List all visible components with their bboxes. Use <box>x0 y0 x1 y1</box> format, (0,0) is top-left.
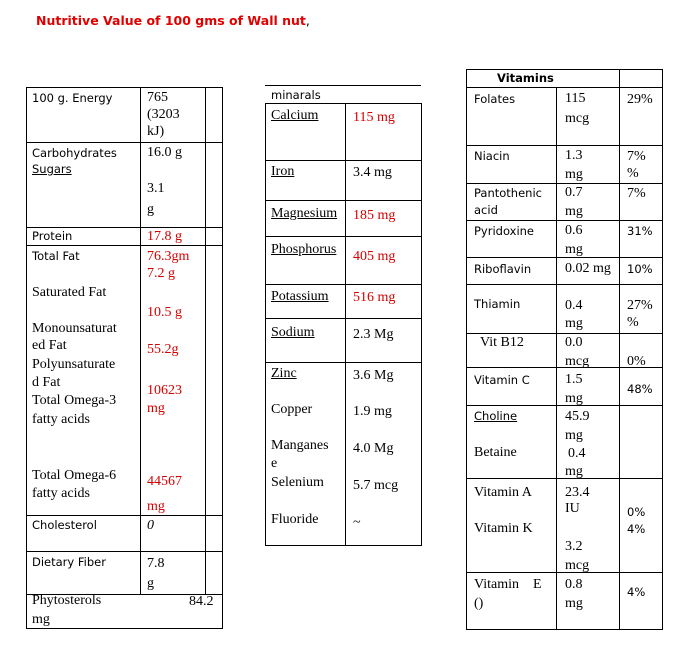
energy-label: 100 g. Energy <box>32 91 113 105</box>
pantothenic-name-line2: acid <box>474 203 498 217</box>
saturated-fat-value: 10.5 g <box>147 305 182 320</box>
choline-value-line1: 45.9 <box>565 409 590 424</box>
total-fat-value-line1: 76.3gm <box>147 249 190 264</box>
pantothenic-value-line2: mg <box>565 204 583 219</box>
vitamin-a-value-line1: 23.4 <box>565 485 590 500</box>
saturated-fat-label: Saturated Fat <box>32 285 107 300</box>
energy-value-line3: kJ) <box>147 124 165 139</box>
vitamin-c-name: Vitamin C <box>474 373 530 387</box>
energy-value-line1: 765 <box>147 90 168 105</box>
mineral-name-magnesium: Magnesium <box>271 206 338 221</box>
vitamin-c-value-line2: mg <box>565 391 583 406</box>
dietary-fiber-label: Dietary Fiber <box>32 555 106 569</box>
choline-value-line2: mg <box>565 428 583 443</box>
mineral-name-calcium: Calcium <box>271 108 319 123</box>
mineral-value-calcium: 115 mg <box>353 110 395 125</box>
cholesterol-value: 0 <box>147 518 154 533</box>
omega3-value-line1: 10623 <box>147 383 182 398</box>
vitamin-e-value-line1: 0.8 <box>565 577 583 592</box>
vitamins-header: Vitamins <box>497 71 554 85</box>
mineral-value-manganese: 4.0 Mg <box>353 441 394 456</box>
pantothenic-name-line1: Pantothenic <box>474 186 542 200</box>
vitamin-k-percent: 4% <box>627 522 646 536</box>
row-divider <box>26 515 223 516</box>
vitamin-k-value-line2: mcg <box>565 558 590 573</box>
polyunsaturated-fat-label-line2: d Fat <box>32 375 61 390</box>
vitamin-k-value-line1: 3.2 <box>565 539 583 554</box>
vitamin-b12-name: Vit B12 <box>480 335 524 350</box>
thiamin-percent-line1: 27% <box>627 298 653 313</box>
energy-value-line2: (3203 <box>147 107 180 122</box>
column-divider <box>140 87 141 595</box>
mineral-value-iron: 3.4 mg <box>353 165 392 180</box>
cholesterol-label: Cholesterol <box>32 518 97 532</box>
mineral-value-sodium: 2.3 Mg <box>353 327 394 342</box>
mineral-name-potassium: Potassium <box>271 289 329 304</box>
niacin-percent-line2: % <box>627 166 639 181</box>
betaine-name: Betaine <box>474 445 517 460</box>
polyunsaturated-fat-label-line1: Polyunsaturate <box>32 357 116 372</box>
betaine-value-line2: mg <box>565 464 583 479</box>
mineral-value-phosphorus: 405 mg <box>353 249 396 264</box>
omega3-value-line2: mg <box>147 401 165 416</box>
carbohydrates-value: 16.0 g <box>147 145 182 160</box>
vitamin-a-value-line2: IU <box>565 501 580 516</box>
thiamin-name: Thiamin <box>474 297 521 311</box>
protein-value: 17.8 g <box>147 229 182 244</box>
mineral-value-copper: 1.9 mg <box>353 404 392 419</box>
row-divider <box>265 362 422 363</box>
vitamin-b12-value-line1: 0.0 <box>565 335 583 350</box>
mineral-name-selenium: Selenium <box>271 475 324 490</box>
betaine-value-line1: 0.4 <box>568 446 586 461</box>
folates-percent: 29% <box>627 92 653 107</box>
row-divider <box>466 87 663 88</box>
omega3-label-line2: fatty acids <box>32 412 90 427</box>
vitamin-b12-percent: 0% <box>627 354 646 369</box>
sugars-value-line1: 3.1 <box>147 181 165 196</box>
niacin-value-line1: 1.3 <box>565 148 583 163</box>
page-title: Nutritive Value of 100 gms of Wall nut, <box>36 13 310 28</box>
sugars-value-line2: g <box>147 202 154 217</box>
row-divider <box>26 551 223 552</box>
mineral-value-magnesium: 185 mg <box>353 208 396 223</box>
protein-label: Protein <box>32 229 73 243</box>
monounsaturated-fat-value: 55.2g <box>147 342 179 357</box>
pantothenic-value-line1: 0.7 <box>565 185 583 200</box>
mineral-name-phosphorus: Phosphorus <box>271 242 337 257</box>
omega6-value-line2: mg <box>147 499 165 514</box>
dietary-fiber-value-line2: g <box>147 576 154 591</box>
niacin-percent-line1: 7% <box>627 149 646 164</box>
pyridoxine-value-line2: mg <box>565 242 583 257</box>
vitamin-e-name-line2: () <box>474 596 484 611</box>
choline-name: Choline <box>474 409 518 423</box>
mineral-name-manganese-line2: e <box>271 456 278 471</box>
vitamin-c-percent: 48% <box>627 382 653 396</box>
folates-value-line2: mcg <box>565 111 590 126</box>
pyridoxine-name: Pyridoxine <box>474 224 535 238</box>
riboflavin-value: 0.02 mg <box>565 261 611 276</box>
row-divider <box>466 284 663 285</box>
vitamin-e-name-line1: Vitamin E <box>474 577 542 592</box>
niacin-name: Niacin <box>474 149 510 163</box>
pantothenic-percent: 7% <box>627 186 646 201</box>
vitamin-k-name: Vitamin K <box>474 521 533 536</box>
vitamin-a-name: Vitamin A <box>474 485 532 500</box>
pyridoxine-percent: 31% <box>627 224 653 238</box>
column-divider <box>345 103 346 546</box>
monounsaturated-fat-label-line1: Monounsaturat <box>32 321 117 336</box>
row-divider <box>265 284 422 285</box>
mineral-name-manganese-line1: Manganes <box>271 438 329 453</box>
vitamin-a-percent: 0% <box>627 505 646 519</box>
vitamin-e-value-line2: mg <box>565 596 583 611</box>
dietary-fiber-value-line1: 7.8 <box>147 556 165 571</box>
thiamin-value-line2: mg <box>565 316 583 331</box>
mineral-name-copper: Copper <box>271 402 313 417</box>
total-fat-value-line2: 7.2 g <box>147 266 175 281</box>
thiamin-percent-line2: % <box>627 315 639 330</box>
row-divider <box>26 142 223 143</box>
sugars-label: Sugars <box>32 162 72 176</box>
row-divider <box>265 200 422 201</box>
minerals-header: minarals <box>271 88 321 102</box>
row-divider <box>466 145 663 146</box>
vitamin-e-percent: 4% <box>627 585 646 599</box>
mineral-name-zinc: Zinc <box>271 366 297 381</box>
mineral-name-fluoride: Fluoride <box>271 512 319 527</box>
row-divider <box>265 160 422 161</box>
riboflavin-percent: 10% <box>627 262 653 276</box>
mineral-value-zinc: 3.6 Mg <box>353 368 394 383</box>
carbohydrates-label: Carbohydrates <box>32 146 117 160</box>
phytosterols-label-line2: mg <box>32 612 50 627</box>
mineral-value-fluoride: ~ <box>353 515 361 530</box>
niacin-value-line2: mg <box>565 167 583 182</box>
omega6-value-line1: 44567 <box>147 474 182 489</box>
vitamin-c-value-line1: 1.5 <box>565 372 583 387</box>
folates-name: Folates <box>474 92 516 106</box>
mineral-value-potassium: 516 mg <box>353 290 396 305</box>
omega3-label-line1: Total Omega-3 <box>32 393 117 408</box>
mineral-value-selenium: 5.7 mcg <box>353 478 399 493</box>
row-divider <box>26 245 223 246</box>
folates-value-line1: 115 <box>565 91 586 106</box>
monounsaturated-fat-label-line2: ed Fat <box>32 338 67 353</box>
row-divider <box>265 236 422 237</box>
mineral-name-iron: Iron <box>271 164 295 179</box>
pyridoxine-value-line1: 0.6 <box>565 223 583 238</box>
phytosterols-label-line1: Phytosterols <box>32 593 102 608</box>
minerals-header-rule <box>265 85 421 86</box>
column-divider <box>556 87 557 630</box>
total-fat-label: Total Fat <box>32 249 80 263</box>
riboflavin-name: Riboflavin <box>474 262 532 276</box>
vitamin-b12-value-line2: mcg <box>565 354 590 369</box>
omega6-label-line2: fatty acids <box>32 486 90 501</box>
column-divider <box>205 87 206 595</box>
row-divider <box>26 227 223 228</box>
thiamin-value-line1: 0.4 <box>565 298 583 313</box>
omega6-label-line1: Total Omega-6 <box>32 468 117 483</box>
row-divider <box>265 318 422 319</box>
phytosterols-value: 84.2 <box>189 594 214 609</box>
title-comma: , <box>305 13 310 28</box>
mineral-name-sodium: Sodium <box>271 325 315 340</box>
column-divider <box>619 69 620 630</box>
